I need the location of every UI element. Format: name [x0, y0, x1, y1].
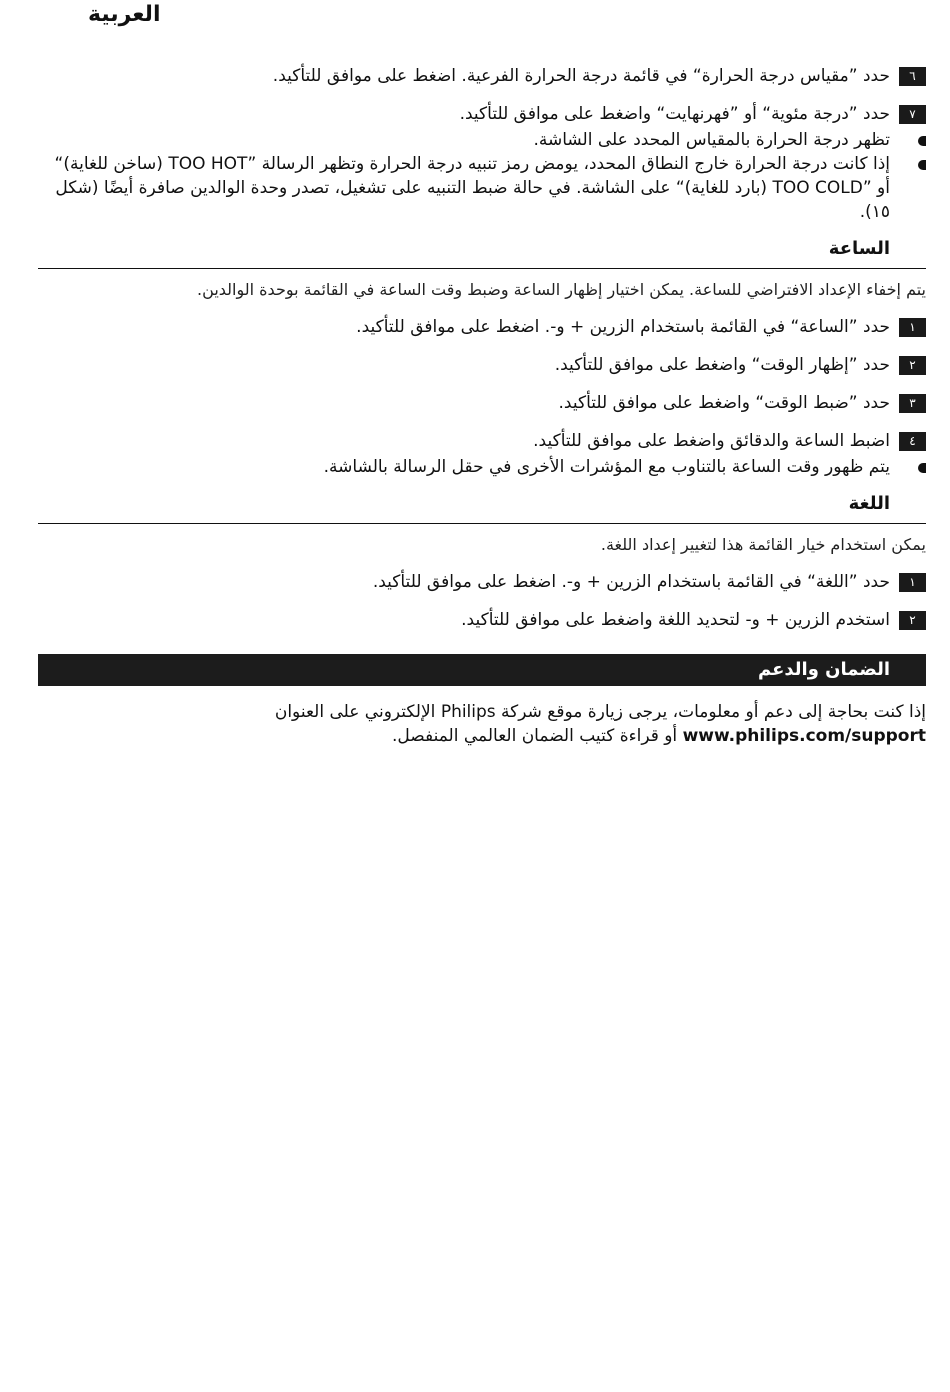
too-cold-message: TOO COLD	[772, 178, 863, 198]
bullet-icon	[918, 463, 926, 473]
clock-intro: يتم إخفاء الإعداد الافتراضي للساعة. يمكن اختيار إظهار الساعة وضبط وقت الساعة في القائمة بوحدة الوالدين.	[197, 280, 926, 299]
step-text: حدد ”اللغة“ في القائمة باستخدام الزرين + و-. اضغط على موافق للتأكيد.	[372, 572, 890, 592]
bullet-icon	[918, 160, 926, 170]
step-number: ٤	[899, 432, 926, 451]
language-step-2	[38, 608, 926, 632]
bullet-icon	[918, 136, 926, 146]
step-number: ٢	[899, 611, 926, 630]
step-text: حدد ”درجة مئوية“ أو ”فهرنهايت“ واضغط على موافق للتأكيد.	[459, 104, 890, 124]
temperature-step-6	[38, 64, 926, 88]
step-number: ٧	[899, 105, 926, 124]
step-number: ١	[899, 318, 926, 337]
bullet-text: تظهر درجة الحرارة بالمقياس المحدد على الشاشة.	[533, 130, 890, 150]
support-text-part-b: الإلكتروني على العنوان	[274, 702, 441, 722]
step-number: ٢	[899, 356, 926, 375]
warranty-section-heading: الضمان والدعم	[38, 654, 926, 686]
bullet-text-part-c: (بارد للغاية)“ على الشاشة. في حالة ضبط التنبيه على تشغيل، تصدر وحدة الوالدين صافرة أيضًا (شكل ١٥).	[55, 178, 890, 222]
clock-bullet	[38, 455, 926, 479]
step-text: حدد ”الساعة“ في القائمة باستخدام الزرين + و-. اضغط على موافق للتأكيد.	[356, 317, 890, 337]
step-number: ٦	[899, 67, 926, 86]
step-number: ١	[899, 573, 926, 592]
manual-content	[38, 64, 926, 748]
clock-step-2	[38, 353, 926, 377]
clock-step-4	[38, 429, 926, 453]
language-intro: يمكن استخدام خيار القائمة هذا لتغيير إعداد اللغة.	[600, 535, 926, 554]
brand-name: Philips	[440, 702, 496, 722]
clock-section-heading: الساعة	[828, 238, 890, 259]
support-url-link[interactable]: www.philips.com/support	[682, 726, 926, 746]
clock-step-1	[38, 315, 926, 339]
section-divider	[38, 523, 926, 524]
step-text: حدد ”إظهار الوقت“ واضغط على موافق للتأكيد.	[554, 355, 890, 375]
bullet-text: يتم ظهور وقت الساعة بالتناوب مع المؤشرات الأخرى في حقل الرسالة بالشاشة.	[323, 457, 890, 477]
step-text: استخدم الزرين + و- لتحديد اللغة واضغط على موافق للتأكيد.	[461, 610, 890, 630]
step-number: ٣	[899, 394, 926, 413]
page-language-title: العربية	[88, 2, 161, 27]
support-text-part-c: أو قراءة كتيب الضمان العالمي المنفصل.	[391, 726, 683, 746]
clock-step-3	[38, 391, 926, 415]
step-text: حدد ”ضبط الوقت“ واضغط على موافق للتأكيد.	[558, 393, 890, 413]
too-hot-message: TOO HOT	[168, 154, 248, 174]
warranty-support-text	[38, 700, 926, 748]
language-step-1	[38, 570, 926, 594]
temperature-step-7	[38, 102, 926, 126]
temperature-bullet-1	[38, 128, 926, 152]
bullet-text-part-a: إذا كانت درجة الحرارة خارج النطاق المحدد، يومض رمز تنبيه درجة الحرارة وتظهر الرسالة ”	[247, 154, 890, 174]
temperature-bullet-2	[38, 152, 926, 224]
language-section-heading: اللغة	[848, 493, 890, 514]
step-text: اضبط الساعة والدقائق واضغط على موافق للتأكيد.	[533, 431, 890, 451]
section-divider	[38, 268, 926, 269]
step-text: حدد ”مقياس درجة الحرارة“ في قائمة درجة الحرارة الفرعية. اضغط على موافق للتأكيد.	[272, 66, 890, 86]
bullet-text-part-b: (ساخن للغاية)“ أو ”	[54, 154, 890, 198]
support-text-part-a: إذا كنت بحاجة إلى دعم أو معلومات، يرجى زيارة موقع شركة	[495, 702, 926, 722]
